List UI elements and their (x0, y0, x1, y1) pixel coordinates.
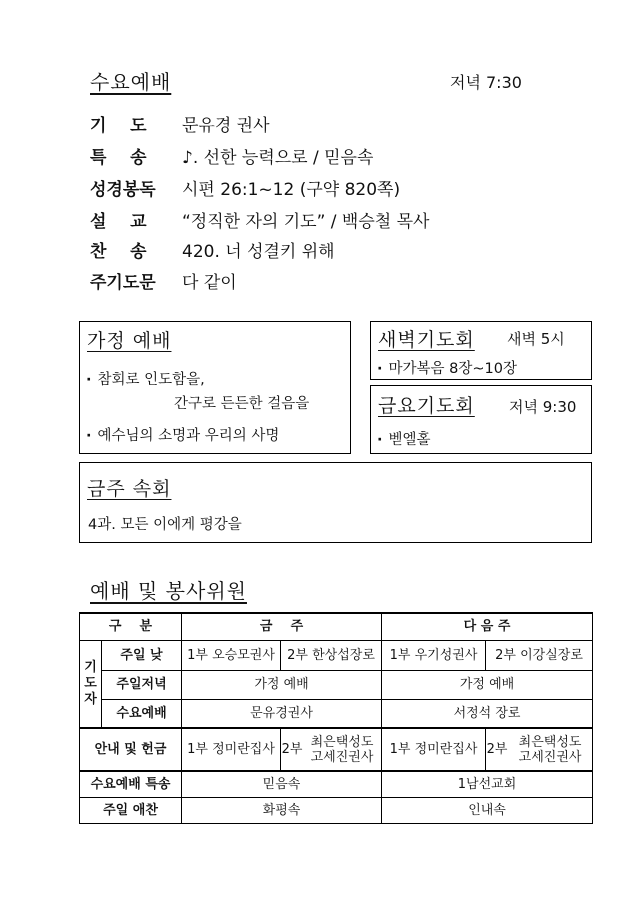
row-label: 주기도문 (90, 273, 156, 293)
row-label: 설 교 (90, 212, 147, 232)
family-line-2-text: 예수님의 소명과 우리의 사명 (97, 428, 280, 444)
table-row (80, 771, 593, 797)
table-row (80, 699, 593, 728)
scripture-row (90, 176, 400, 204)
table-row (80, 640, 593, 670)
row-label: 수요예배 (102, 699, 182, 728)
table-cell: 믿음속 (182, 771, 382, 797)
special-song-row (90, 144, 373, 172)
table-cell: 1부 정미란집사 (382, 728, 486, 771)
header-division: 구 분 (80, 613, 182, 640)
lords-prayer-row (90, 269, 237, 297)
table-cell: 서정석 장로 (382, 699, 593, 728)
name-line: 고세진권사 (518, 749, 582, 765)
row-label: 찬 송 (90, 242, 147, 262)
split-part: 2부 (486, 742, 508, 757)
table-cell: 가정 예배 (182, 670, 382, 699)
row-value: “정직한 자의 기도” / 백승철 목사 (182, 212, 430, 232)
prayer-leader-group (80, 640, 102, 728)
family-worship-box (79, 321, 351, 454)
table-cell (486, 728, 593, 771)
family-worship-title: 가정 예배 (87, 330, 172, 352)
row-label: 주일저녁 (102, 670, 182, 699)
dawn-prayer-item-text: 마가복음 8장~10장 (388, 361, 517, 377)
table-cell: 1부 우기성권사 (382, 640, 486, 670)
name-line: 최은택성도 (518, 734, 582, 750)
split-part: 2부 (281, 742, 303, 757)
friday-prayer-box (370, 385, 592, 454)
friday-prayer-time: 저녁 9:30 (509, 398, 577, 416)
wednesday-service-time: 저녁 7:30 (450, 73, 522, 92)
name-line: 최은택성도 (310, 734, 374, 750)
row-value: ♪. 선한 능력으로 / 믿음속 (182, 148, 374, 168)
table-header-row (80, 613, 593, 640)
row-label: 특 송 (90, 148, 147, 168)
wednesday-service-title: 수요예배 (90, 70, 172, 94)
table-cell: 1남선교회 (382, 771, 593, 797)
row-label: 주일 애찬 (80, 797, 182, 823)
table-cell: 2부 한상섭장로 (281, 640, 382, 670)
table-cell: 화평속 (182, 797, 382, 823)
duty-roster-table (79, 612, 593, 824)
dawn-prayer-item (377, 357, 517, 378)
group-char: 자 (84, 691, 97, 707)
table-cell: 1부 정미란집사 (182, 728, 281, 771)
table-row (80, 670, 593, 699)
row-label: 안내 및 헌금 (80, 728, 182, 771)
cell-meeting-text: 4과. 모든 이에게 평강을 (88, 517, 242, 533)
family-line-2 (86, 424, 279, 445)
cell-meeting-title: 금주 속회 (87, 478, 172, 500)
friday-prayer-item-text: 벧엘홀 (388, 432, 431, 448)
prayer-row (90, 112, 270, 140)
table-cell: 문유경권사 (182, 699, 382, 728)
row-value: 420. 너 성결키 위해 (182, 242, 335, 262)
header-this-week: 금 주 (182, 613, 382, 640)
split-names (303, 735, 381, 765)
split-names (508, 735, 592, 765)
duty-roster-title: 예배 및 봉사위원 (90, 579, 247, 603)
table-cell: 인내속 (382, 797, 593, 823)
row-value: 다 같이 (182, 273, 237, 293)
name-line: 고세진권사 (310, 749, 374, 765)
table-cell: 2부 이강실장로 (486, 640, 593, 670)
row-value: 시편 26:1~12 (구약 820쪽) (182, 180, 401, 200)
table-cell (281, 728, 382, 771)
row-label: 수요예배 특송 (80, 771, 182, 797)
dawn-prayer-box (370, 321, 592, 380)
dawn-prayer-title: 새벽기도회 (378, 329, 475, 351)
friday-prayer-item (377, 428, 431, 449)
cell-meeting-box (79, 462, 592, 543)
row-label: 주일 낮 (102, 640, 182, 670)
dawn-prayer-time: 새벽 5시 (507, 330, 565, 348)
table-cell: 1부 오승모권사 (182, 640, 281, 670)
family-line-1-text: 참회로 인도함을, (97, 372, 205, 388)
row-value: 문유경 권사 (182, 116, 270, 136)
group-char: 기 (84, 659, 97, 675)
friday-prayer-title: 금요기도회 (378, 395, 475, 417)
hymn-row (90, 238, 335, 266)
header-next-week: 다 음 주 (382, 613, 593, 640)
table-row (80, 728, 593, 771)
row-label: 기 도 (90, 116, 147, 136)
family-line-1b: 간구로 든든한 걸음을 (174, 396, 310, 412)
row-label: 성경봉독 (90, 180, 156, 200)
table-cell: 가정 예배 (382, 670, 593, 699)
table-row (80, 797, 593, 823)
family-line-1 (86, 368, 205, 389)
group-char: 도 (84, 675, 97, 691)
sermon-row (90, 208, 429, 236)
